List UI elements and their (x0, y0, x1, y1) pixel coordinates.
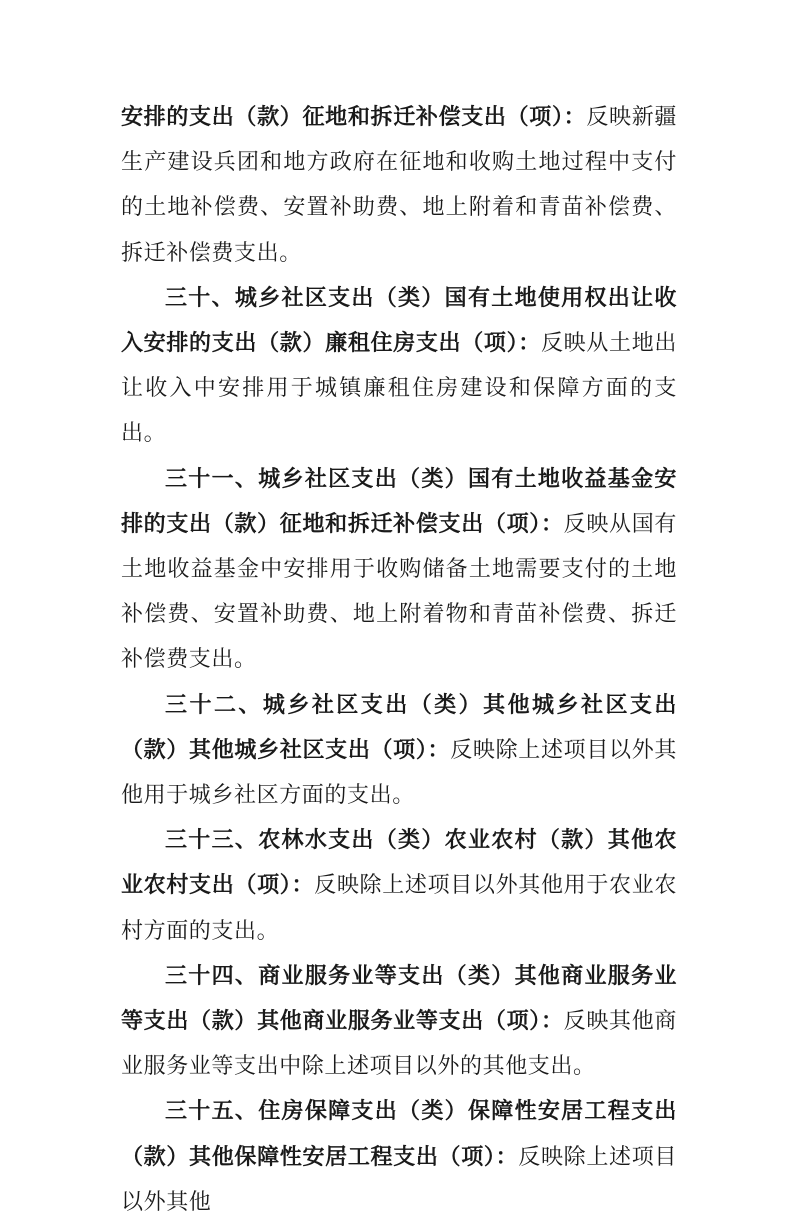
paragraph-text: 反映除上述项目以外其他 (121, 1144, 677, 1215)
paragraph (121, 95, 677, 276)
document-body (121, 95, 677, 1225)
paragraph-text: 反映新疆生产建设兵团和地方政府在征地和收购土地过程中支付的土地补偿费、安置补助费、地上附着和青苗补偿费、拆迁补偿费支出。 (121, 105, 677, 266)
paragraph (121, 1089, 677, 1225)
paragraph (121, 954, 677, 1090)
paragraph-text: 反映从土地出让收入中安排用于城镇廉租住房建设和保障方面的支出。 (121, 331, 677, 447)
paragraph-text: 反映除上述项目以外其他用于农业农村方面的支出。 (121, 873, 677, 944)
paragraph-heading: 安排的支出（款）征地和拆迁补偿支出（项）： (121, 104, 587, 130)
paragraph (121, 818, 677, 954)
paragraph-heading: 三十二、城乡社区支出（类）其他城乡社区支出（款）其他城乡社区支出（项）： (121, 691, 677, 763)
paragraph (121, 276, 677, 457)
paragraph-heading: 三十三、农林水支出（类）农业农村（款）其他农业农村支出（项）： (121, 827, 677, 899)
paragraph (121, 457, 677, 683)
paragraph (121, 683, 677, 819)
paragraph-text: 反映其他商业服务业等支出中除上述项目以外的其他支出。 (121, 1009, 677, 1080)
paragraph-text: 反映除上述项目以外其他用于城乡社区方面的支出。 (121, 737, 677, 809)
paragraph-heading: 三十、城乡社区支出（类）国有土地使用权出让收入安排的支出（款）廉租住房支出（项）： (121, 284, 677, 357)
paragraph-heading: 三十一、城乡社区支出（类）国有土地收益基金安排的支出（款）征地和拆迁补偿支出（项）： (121, 465, 677, 537)
paragraph-heading: 三十四、商业服务业等支出（类）其他商业服务业等支出（款）其他商业服务业等支出（项）： (121, 962, 677, 1035)
paragraph-text: 反映从国有土地收益基金中安排用于收购储备土地需要支付的土地补偿费、安置补助费、地上附着物和青苗补偿费、拆迁补偿费支出。 (121, 511, 677, 673)
paragraph-heading: 三十五、住房保障支出（类）保障性安居工程支出（款）其他保障性安居工程支出（项）： (121, 1098, 677, 1170)
